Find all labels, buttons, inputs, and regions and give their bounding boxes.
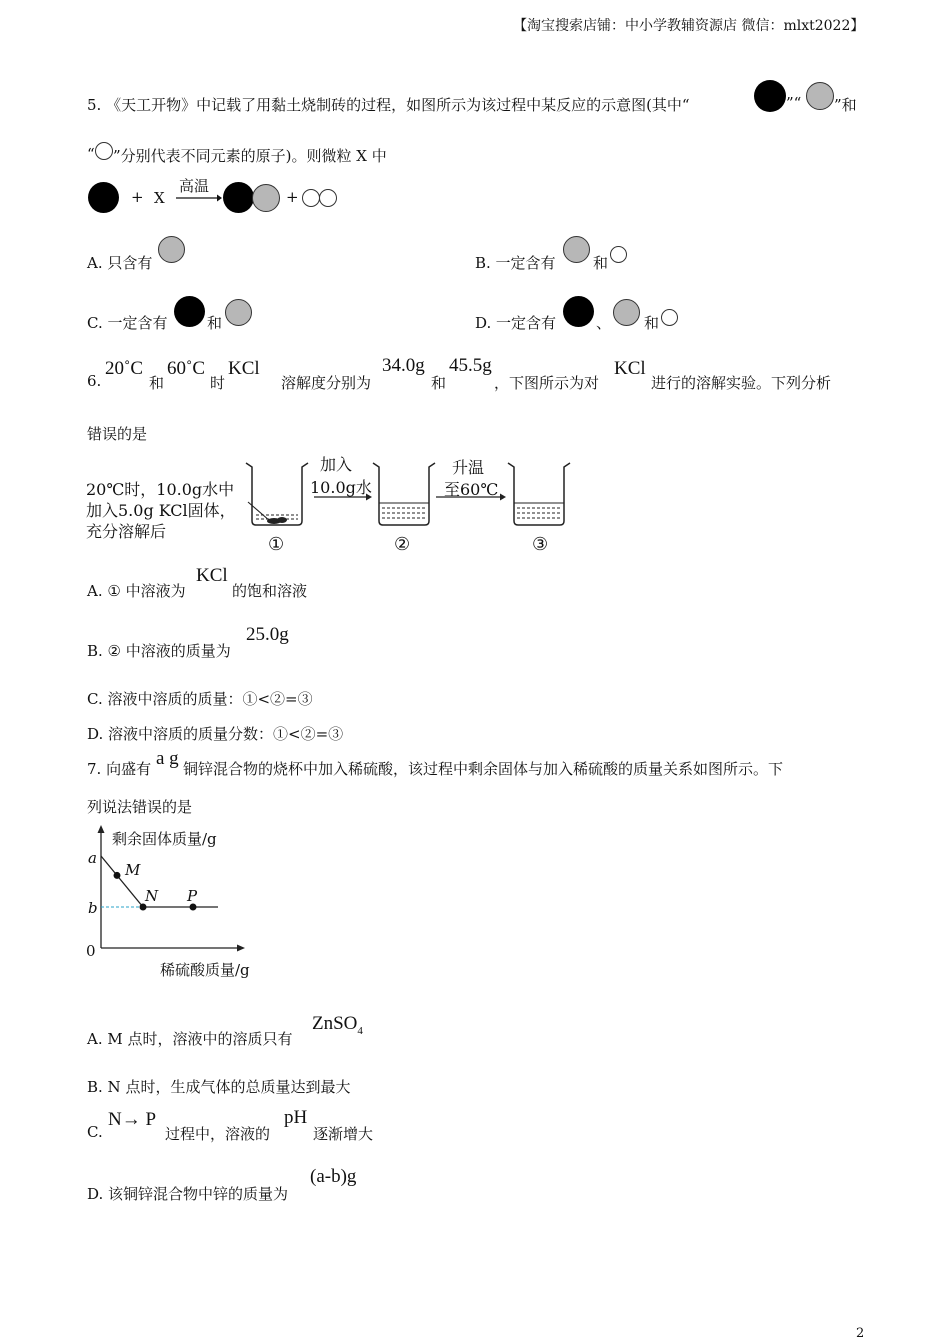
y-axis-label: 剩余固体质量/g (112, 830, 217, 848)
formula-main: ZnSO (312, 1013, 358, 1034)
q7-option-d-value: (a-b)g (310, 1166, 357, 1187)
q6-option-b-pre: B. ② 中溶液的质量为 (87, 642, 231, 660)
condition-line-2: 加入5.0g KCl固体， (86, 501, 236, 520)
q6-number: 6. (87, 372, 102, 390)
black-atom-icon (754, 80, 786, 112)
q7-option-c-np: N→ P (108, 1109, 157, 1130)
q7-option-c-ph: pH (284, 1107, 308, 1128)
q6-option-a-kcl: KCl (196, 565, 228, 586)
reaction-arrow (175, 193, 223, 203)
formula-subscript: 4 (357, 1024, 363, 1037)
q6-mid-text: ，下图所示为对 (494, 374, 600, 392)
q6-option-b-value: 25.0g (246, 624, 289, 645)
q6-temp-20: 20˚C (105, 358, 143, 379)
q5-stem-line2: ”分别代表不同元素的原子)。则微粒 X 中 (113, 147, 387, 165)
q5-comma: 、 (596, 314, 612, 332)
white-atom-icon (95, 142, 113, 160)
beaker-label-3: ③ (532, 534, 549, 555)
arrow1-label-bottom: 10.0g水 (310, 478, 372, 497)
black-atom-icon (223, 182, 254, 213)
q5-and: 和 (207, 314, 223, 332)
origin-label: 0 (86, 942, 96, 960)
point-p-label: P (187, 887, 198, 905)
q6-and: 和 (149, 374, 165, 392)
q6-kcl: KCl (228, 358, 260, 379)
beaker-label-1: ① (268, 534, 285, 555)
x-particle-label: X (154, 189, 165, 207)
q7-option-b[interactable]: B. N 点时，生成气体的总质量达到最大 (87, 1078, 351, 1096)
beaker-1 (246, 463, 308, 525)
q5-option-a[interactable]: A. 只含有 (87, 254, 153, 272)
black-atom-icon (563, 296, 594, 327)
q6-option-d[interactable]: D. 溶液中溶质的质量分数：①<②=③ (87, 725, 344, 743)
q6-solubility: 溶解度分别为 (281, 374, 372, 392)
page-header: 【淘宝搜索店铺：中小学教辅资源店 微信：mlxt2022】 (513, 18, 865, 34)
q7-stem-pre: 7. 向盛有 (87, 760, 152, 778)
gray-atom-icon (613, 299, 640, 326)
point-n-label: N (145, 887, 159, 905)
black-atom-icon (88, 182, 119, 213)
q7-option-c-mid: 过程中，溶液的 (165, 1125, 271, 1143)
q6-option-a-pre: A. ① 中溶液为 (87, 582, 186, 600)
beaker-3 (508, 463, 570, 525)
q7-option-d-pre: D. 该铜锌混合物中锌的质量为 (87, 1185, 289, 1203)
plus-sign: + (286, 188, 299, 206)
reaction-condition: 高温 (179, 177, 210, 195)
q6-stem-line2: 错误的是 (87, 425, 148, 443)
data-line (101, 856, 218, 907)
q6-option-a-post: 的饱和溶液 (232, 582, 308, 600)
q6-option-c[interactable]: C. 溶液中溶质的质量：①<②=③ (87, 690, 313, 708)
white-atom-icon (610, 246, 627, 263)
gray-atom-icon (225, 299, 252, 326)
y-tick-a: a (88, 849, 97, 867)
point-m (114, 872, 121, 879)
q7-stem-line2: 列说法错误的是 (87, 798, 193, 816)
q6-shi: 时 (210, 374, 226, 392)
point-m-label: M (125, 861, 141, 879)
x-axis-arrow (237, 945, 245, 952)
y-axis-arrow (98, 825, 105, 833)
arrow1-label-top: 加入 (320, 455, 353, 474)
q6-value-20: 34.0g (382, 355, 425, 376)
q5-quote-and: ”和 (834, 96, 857, 114)
q7-option-c-pre: C. (87, 1123, 103, 1141)
q5-option-c[interactable]: C. 一定含有 (87, 314, 168, 332)
q7-option-a-pre: A. M 点时，溶液中的溶质只有 (87, 1030, 293, 1048)
x-axis-label: 稀硫酸质量/g (160, 961, 250, 979)
page-number: 2 (856, 1326, 865, 1341)
q5-quote-sep: ”“ (786, 94, 802, 112)
white-atom-icon (661, 309, 678, 326)
y-tick-b: b (88, 899, 98, 917)
gray-atom-icon (158, 236, 185, 263)
q6-value-60: 45.5g (449, 355, 492, 376)
black-atom-icon (174, 296, 205, 327)
plus-sign: + (131, 188, 144, 206)
q5-and: 和 (644, 314, 660, 332)
q5-option-d[interactable]: D. 一定含有 (475, 314, 557, 332)
beaker-label-2: ② (394, 534, 411, 555)
q5-stem-line1 (87, 94, 690, 115)
q6-and: 和 (431, 374, 447, 392)
condition-line-1: 20℃时，10.0g水中 (86, 480, 235, 499)
q7-mass-ag: a g (156, 748, 179, 769)
q5-and: 和 (593, 254, 609, 272)
gray-atom-icon (563, 236, 590, 263)
arrow2-label-top: 升温 (452, 458, 485, 477)
q5-option-b[interactable]: B. 一定含有 (475, 254, 556, 272)
q5-open-quote: “ (87, 145, 95, 163)
arrow2-label-bottom: 至60℃ (444, 480, 499, 499)
q6-temp-60: 60˚C (167, 358, 205, 379)
q6-kcl: KCl (614, 358, 646, 379)
q7-option-a-formula (312, 1013, 363, 1037)
condition-line-3: 充分溶解后 (86, 522, 167, 541)
white-atom-icon (319, 189, 337, 207)
gray-atom-icon (252, 184, 280, 212)
gray-atom-icon (806, 82, 834, 110)
q7-option-c-post: 逐渐增大 (313, 1125, 374, 1143)
beaker-2 (373, 463, 435, 525)
white-atom-icon (302, 189, 320, 207)
beaker-diagram (230, 455, 575, 535)
q6-tail-text: 进行的溶解实验。下列分析 (651, 374, 832, 392)
q7-stem-post: 铜锌混合物的烧杯中加入稀硫酸，该过程中剩余固体与加入稀硫酸的质量关系如图所示。下 (183, 760, 784, 778)
q5-stem-text: 5. 《天工开物》中记载了用黏土烧制砖的过程，如图所示为该过程中某反应的示意图(其中“ (87, 96, 690, 114)
